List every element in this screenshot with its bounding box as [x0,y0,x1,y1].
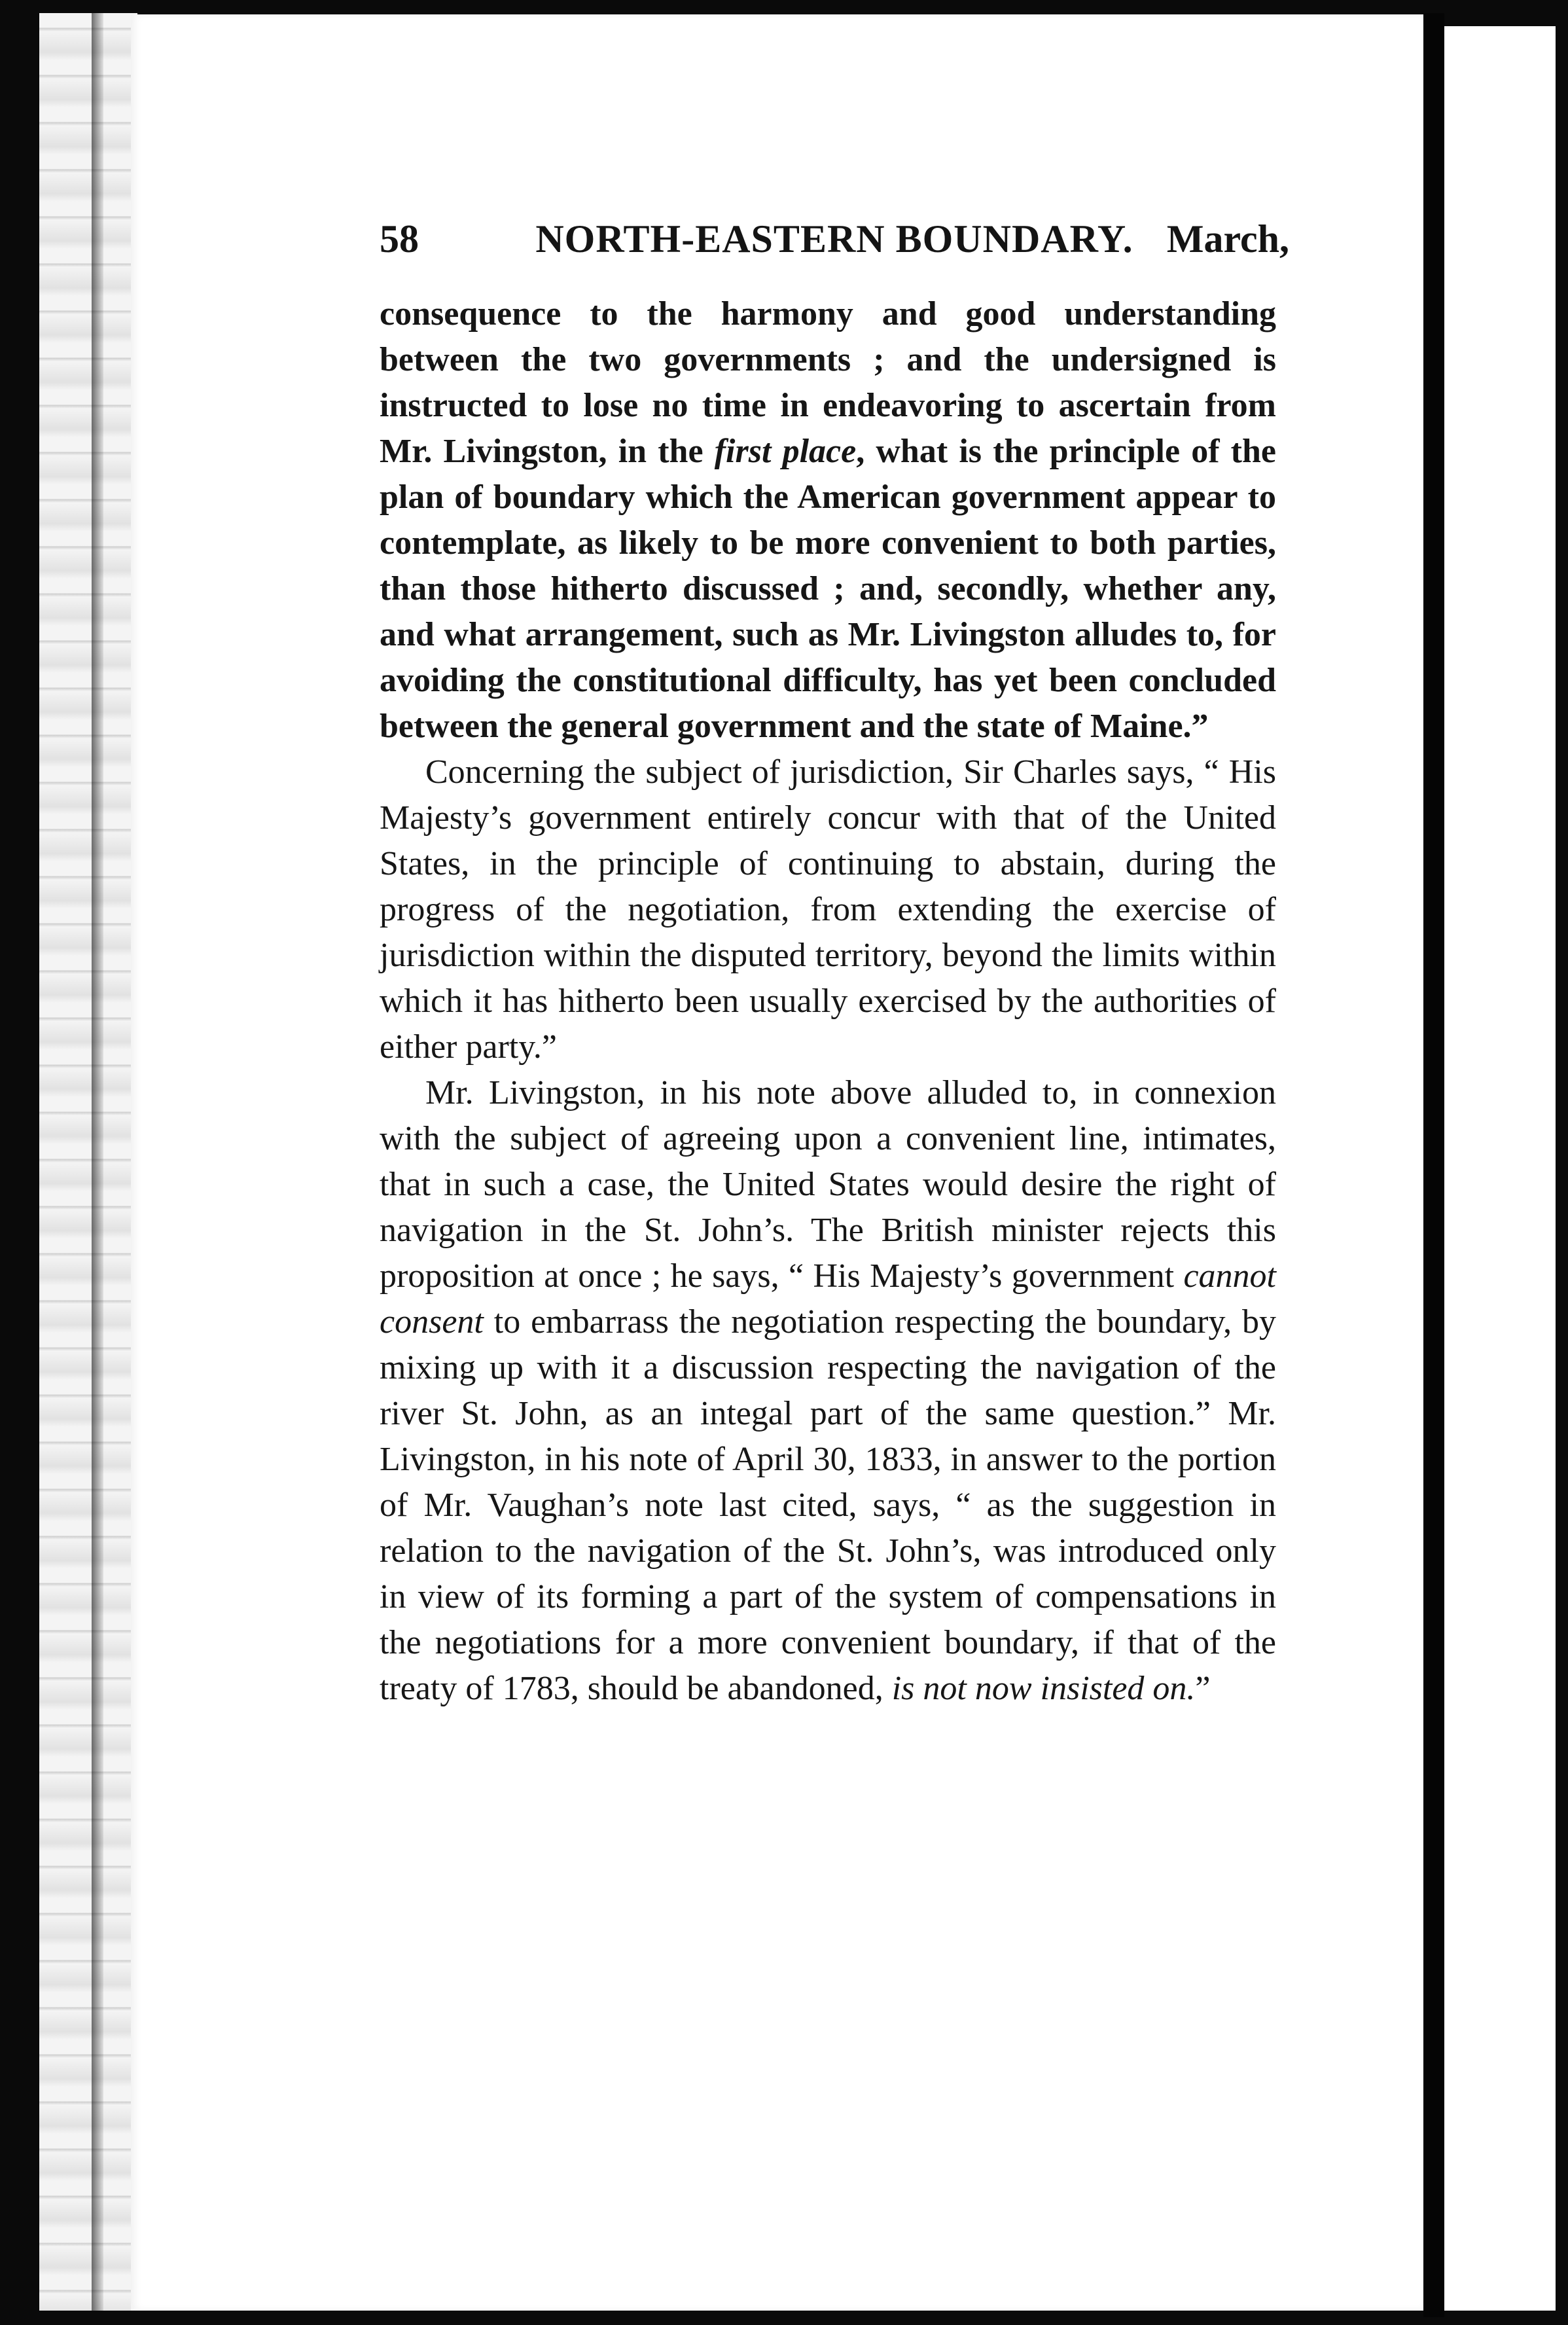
paragraph [380,749,1276,1070]
page-gutter [1423,13,1444,2317]
text-segment: to embarrass the negotiation respecting the boundary, by mixing up with it a discussion respecting the navigation of the river St. John, as an integal part of the same question.” Mr. Livingston, in his note of April 30, 1833, in answer to the portion of Mr. Vaughan’s note last cited, says, “ as the suggestion in relation to the navigation of the St. John’s, was introduced only in view of its forming a part of the system of compensations in the negotiations for a more convenient boundary, if that of the treaty of 1783, should be abandoned, [380,1303,1276,1707]
paragraph [380,291,1276,749]
italic-segment: is not now insisted on. [891,1670,1196,1707]
page-number: 58 [380,217,419,261]
running-head [380,213,1289,265]
running-month: March, [1166,217,1289,261]
text-segment: consequence to the harmony and good understanding between the two governments ; and the undersigned is instructed to lose no time in endeavoring to ascertain from Mr. Livingston, in the [380,295,1276,470]
facing-page-edge [1444,26,1556,2311]
italic-segment: first place [714,433,857,470]
binding-edge [39,13,137,2311]
binding-shadow [92,13,103,2311]
italic-segment: cannot consent [380,1257,1276,1341]
text-segment: Concerning the subject of jurisdiction, Sir Charles says, “ His Majesty’s government entirely concur with that of the United States, in the principle of continuing to abstain, during the progress of the negotiation, from extending the exercise of jurisdiction within the disputed territory, beyond the limits within which it has hitherto been usually exercised by the authorities of either party.” [380,753,1276,1066]
paragraph [380,1070,1276,1712]
body-text [380,291,1276,1712]
text-segment: , what is the principle of the plan of boundary which the American government appear to contemplate, as likely to be more convenient to both parties, than those hitherto discussed ; and, secondly, whether any, and what arrangement, such as Mr. Livingston alludes to, for avoiding the constitutional difficulty, has yet been concluded between the general government and the state of Maine.” [380,433,1276,745]
text-segment: Mr. Livingston, in his note above alluded to, in connexion with the subject of agreeing upon a convenient line, intimates, that in such a case, the United States would desire the right of navigation in the St. John’s. The British minister rejects this proposition at once ; he says, “ His Majesty’s government [380,1074,1276,1295]
running-title: NORTH-EASTERN BOUNDARY. [535,217,1133,261]
text-segment: ” [1195,1670,1211,1707]
